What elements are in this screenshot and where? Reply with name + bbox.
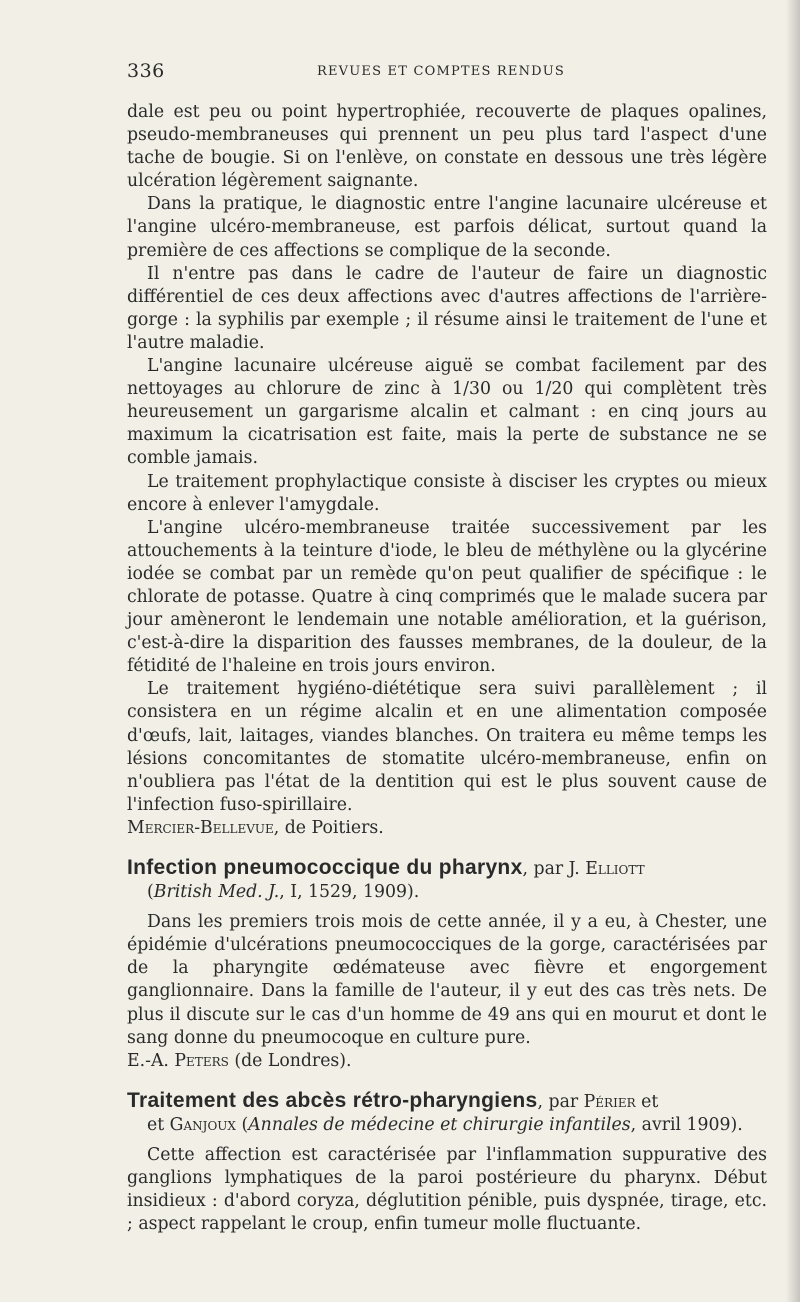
page-body bbox=[127, 101, 767, 1236]
article-title: Infection pneumococcique du pharynx bbox=[127, 856, 523, 879]
paragraph: L'angine lacunaire ulcéreuse aiguë se combat facilement par des nettoyages au chlorure de zinc à 1/30 ou 1/20 qui complètent très heureusement un gargarisme alcalin et calmant : en cinq jours au maximum la cicatrisation est faite, mais la perte de substance ne se comble jamais. bbox=[127, 356, 767, 469]
author-name: Ganjoux bbox=[169, 1114, 236, 1135]
journal-name: Annales de médecine et chirurgie infantiles bbox=[248, 1114, 631, 1135]
article-heading bbox=[127, 856, 767, 904]
paragraph: Dans la pratique, le diagnostic entre l'angine lacunaire ulcéreuse et l'angine ulcéro-membraneuse, est parfois délicat, surtout quand la première de ces affections se complique de la seconde. bbox=[127, 194, 767, 261]
reference-open: ( bbox=[235, 1114, 249, 1135]
signature-place: (de Londres). bbox=[228, 1050, 352, 1071]
article-reference bbox=[127, 1114, 767, 1137]
paragraph: Le traitement prophylactique consiste à disciser les cryptes ou mieux encore à enlever l'amygdale. bbox=[127, 471, 767, 515]
reference-details: , avril 1909). bbox=[630, 1114, 743, 1135]
paragraph: Cette affection est caractérisée par l'inflammation suppurative des ganglions lymphatiques de la paroi postérieure du pharynx. Début insidieux : d'abord coryza, déglutition pénible, puis dyspnée, tirage, etc. ; aspect rappelant le croup, enfin tumeur molle fluctuante. bbox=[127, 1145, 767, 1235]
paragraph: dale est peu ou point hypertrophiée, recouverte de plaques opalines, pseudo-membraneuses qui prennent un peu plus tard l'aspect d'une tache de bougie. Si on l'enlève, on constate en dessous une très légère ulcération légèrement saignante. bbox=[127, 102, 767, 192]
byline: , par bbox=[537, 1091, 584, 1112]
page-edge-shadow bbox=[786, 0, 800, 1302]
signature bbox=[127, 1050, 767, 1073]
paragraph: Le traitement hygiéno-diététique sera suivi parallèlement ; il consistera en un régime alcalin et en une alimentation composée d'œufs, lait, laitages, viandes blanches. On traitera eu même temps les lésions concomitantes de stomatite ulcéro-membraneuse, enfin on n'oubliera pas l'état de la dentition qui est le plus souvent cause de l'infection fuso-spirillaire. bbox=[127, 679, 767, 815]
paragraph: Il n'entre pas dans le cadre de l'auteur de faire un diagnostic différentiel de ces deux affections avec d'autres affections de l'arrière-gorge : la syphilis par exemple ; il résume ainsi le traitement de l'une et l'autre maladie. bbox=[127, 263, 767, 353]
byline: , par J. bbox=[522, 859, 586, 879]
signature-initials: E.-A. bbox=[127, 1050, 175, 1071]
article-title-line bbox=[127, 1089, 767, 1114]
article-heading bbox=[127, 1089, 767, 1137]
article-reference bbox=[127, 881, 767, 904]
paragraph: Dans les premiers trois mois de cette année, il y a eu, à Chester, une épidémie d'ulcérations pneumococciques de la gorge, caractérisées par de la pharyngite œdémateuse avec fièvre et engorgement ganglionnaire. Dans la famille de l'auteur, il y eut des cas très nets. De plus il discute sur le cas d'un homme de 49 ans qui en mourut et dont le sang donne du pneumocoque en culture pure. bbox=[127, 912, 767, 1048]
page-header bbox=[127, 60, 767, 86]
page-number: 336 bbox=[127, 60, 165, 82]
journal-name: British Med. J. bbox=[153, 882, 280, 903]
author-name: Périer bbox=[583, 1091, 636, 1112]
running-title: REVUES ET COMPTES RENDUS bbox=[317, 64, 566, 79]
reference-details: , I, 1529, 1909). bbox=[279, 882, 420, 903]
signature bbox=[127, 817, 767, 840]
signature-place: , de Poitiers. bbox=[273, 817, 384, 838]
signature-name: Mercier-Bellevue bbox=[127, 817, 274, 838]
byline-and: et bbox=[635, 1091, 659, 1112]
byline-and: et bbox=[147, 1114, 170, 1135]
article-title: Traitement des abcès rétro-pharyngiens bbox=[127, 1088, 538, 1112]
author-name: Elliott bbox=[585, 859, 645, 879]
signature-name: Peters bbox=[174, 1050, 229, 1071]
article-title-line bbox=[127, 856, 767, 881]
paragraph: L'angine ulcéro-membraneuse traitée successivement par les attouchements à la teinture d'iode, le bleu de méthylène ou la glycérine iodée se combat par un remède qu'on peut qualifier de spécifique : le chlorate de potasse. Quatre à cinq comprimés que le malade sucera par jour amèneront le lendemain une notable amélioration, et la guérison, c'est-à-dire la disparition des fausses membranes, de la douleur, de la fétidité de l'haleine en trois jours environ. bbox=[127, 517, 767, 677]
reference-open: ( bbox=[147, 882, 154, 903]
